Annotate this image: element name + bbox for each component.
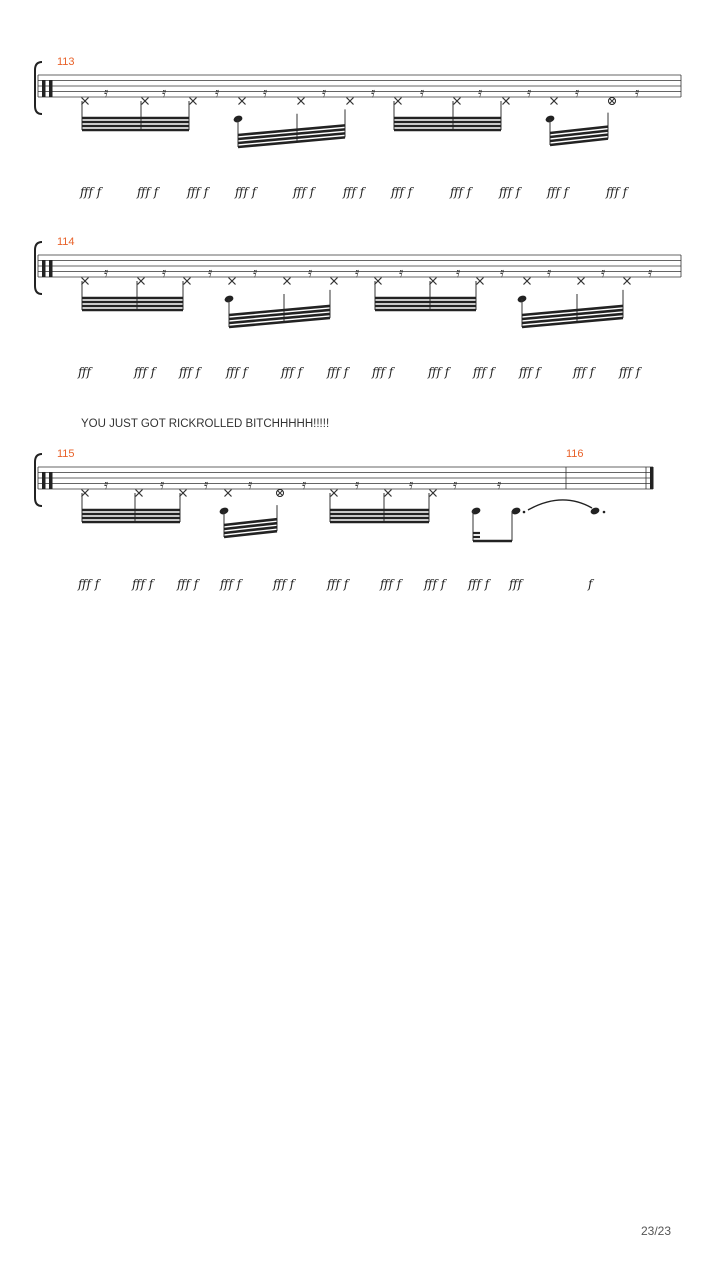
rest-icon: 𝄿	[497, 477, 502, 493]
dynamic-marking: fff f	[134, 365, 156, 379]
dynamic-marking: fff f	[80, 185, 102, 199]
snare-notehead-icon	[471, 506, 482, 515]
measure-number: 113	[57, 56, 75, 68]
dynamic-marking: fff f	[177, 577, 199, 591]
dynamic-marking: fff f	[132, 577, 154, 591]
tie	[528, 500, 592, 510]
dynamic-marking: fff f	[137, 185, 159, 199]
dynamic-marking: fff f	[293, 185, 315, 199]
rest-icon: 𝄿	[160, 477, 165, 493]
rest-icon: 𝄿	[263, 85, 268, 101]
final-barline	[650, 467, 654, 489]
dynamic-marking: fff f	[78, 577, 100, 591]
dynamic-marking: fff f	[619, 365, 641, 379]
rest-icon: 𝄿	[208, 265, 213, 281]
dynamic-marking: fff	[78, 365, 91, 379]
dynamic-marking: fff f	[372, 365, 394, 379]
dynamic-marking: fff f	[499, 185, 521, 199]
rest-icon: 𝄿	[547, 265, 552, 281]
system-bracket	[35, 454, 42, 506]
rest-icon: 𝄿	[248, 477, 253, 493]
rest-icon: 𝄿	[104, 477, 109, 493]
dynamic-marking: fff f	[606, 185, 628, 199]
system-bracket	[35, 242, 42, 294]
rest-icon: 𝄿	[253, 265, 258, 281]
dynamic-marking: fff f	[450, 185, 472, 199]
dynamic-marking: fff f	[473, 365, 495, 379]
rest-icon: 𝄿	[420, 85, 425, 101]
rest-icon: 𝄿	[308, 265, 313, 281]
rest-icon: 𝄿	[500, 265, 505, 281]
dynamic-marking: f	[588, 577, 593, 591]
rest-icon: 𝄿	[162, 85, 167, 101]
dot-icon	[603, 511, 606, 514]
system-2	[35, 236, 681, 379]
rest-icon: 𝄿	[601, 265, 606, 281]
rest-icon: 𝄿	[302, 477, 307, 493]
percussion-clef-icon	[49, 80, 53, 97]
dynamic-marking: fff f	[187, 185, 209, 199]
measure-number: 116	[566, 448, 584, 460]
dynamic-marking: fff f	[281, 365, 303, 379]
rest-icon: 𝄿	[456, 265, 461, 281]
dynamic-marking: fff f	[424, 577, 446, 591]
system-3	[35, 448, 654, 591]
percussion-clef-icon	[42, 472, 46, 489]
dynamic-marking: fff f	[380, 577, 402, 591]
system-bracket	[35, 62, 42, 114]
dynamic-marking: fff	[509, 577, 522, 591]
dynamic-marking: fff f	[573, 365, 595, 379]
rest-icon: 𝄿	[355, 265, 360, 281]
rest-icon: 𝄿	[409, 477, 414, 493]
percussion-clef-icon	[42, 80, 46, 97]
rest-icon: 𝄿	[399, 265, 404, 281]
measure-number: 115	[57, 448, 75, 460]
rest-icon: 𝄿	[162, 265, 167, 281]
percussion-clef-icon	[49, 260, 53, 277]
dynamic-marking: fff f	[235, 185, 257, 199]
rest-icon: 𝄿	[635, 85, 640, 101]
rest-icon: 𝄿	[478, 85, 483, 101]
dynamic-marking: fff f	[428, 365, 450, 379]
dot-icon	[523, 511, 526, 514]
dynamic-marking: fff f	[391, 185, 413, 199]
percussion-clef-icon	[42, 260, 46, 277]
rest-icon: 𝄿	[204, 477, 209, 493]
rest-icon: 𝄿	[322, 85, 327, 101]
rest-icon: 𝄿	[371, 85, 376, 101]
dynamic-marking: fff f	[547, 185, 569, 199]
system-1	[35, 56, 681, 199]
dynamic-marking: fff f	[179, 365, 201, 379]
dynamic-marking: fff f	[327, 365, 349, 379]
rest-icon: 𝄿	[104, 265, 109, 281]
dynamic-marking: fff f	[468, 577, 490, 591]
dynamic-marking: fff f	[519, 365, 541, 379]
dynamic-marking: fff f	[220, 577, 242, 591]
dynamic-marking: fff f	[343, 185, 365, 199]
rest-icon: 𝄿	[648, 265, 653, 281]
rest-icon: 𝄿	[355, 477, 360, 493]
dynamic-marking: fff f	[273, 577, 295, 591]
percussion-clef-icon	[49, 472, 53, 489]
page-indicator: 23/23	[641, 1224, 672, 1238]
rest-icon: 𝄿	[575, 85, 580, 101]
dynamic-marking: fff f	[327, 577, 349, 591]
rest-icon: 𝄿	[215, 85, 220, 101]
text-annotation: YOU JUST GOT RICKROLLED BITCHHHHH!!!!!	[81, 418, 330, 430]
rest-icon: 𝄿	[453, 477, 458, 493]
measure-number: 114	[57, 236, 75, 248]
rest-icon: 𝄿	[104, 85, 109, 101]
rest-icon: 𝄿	[527, 85, 532, 101]
dynamic-marking: fff f	[226, 365, 248, 379]
